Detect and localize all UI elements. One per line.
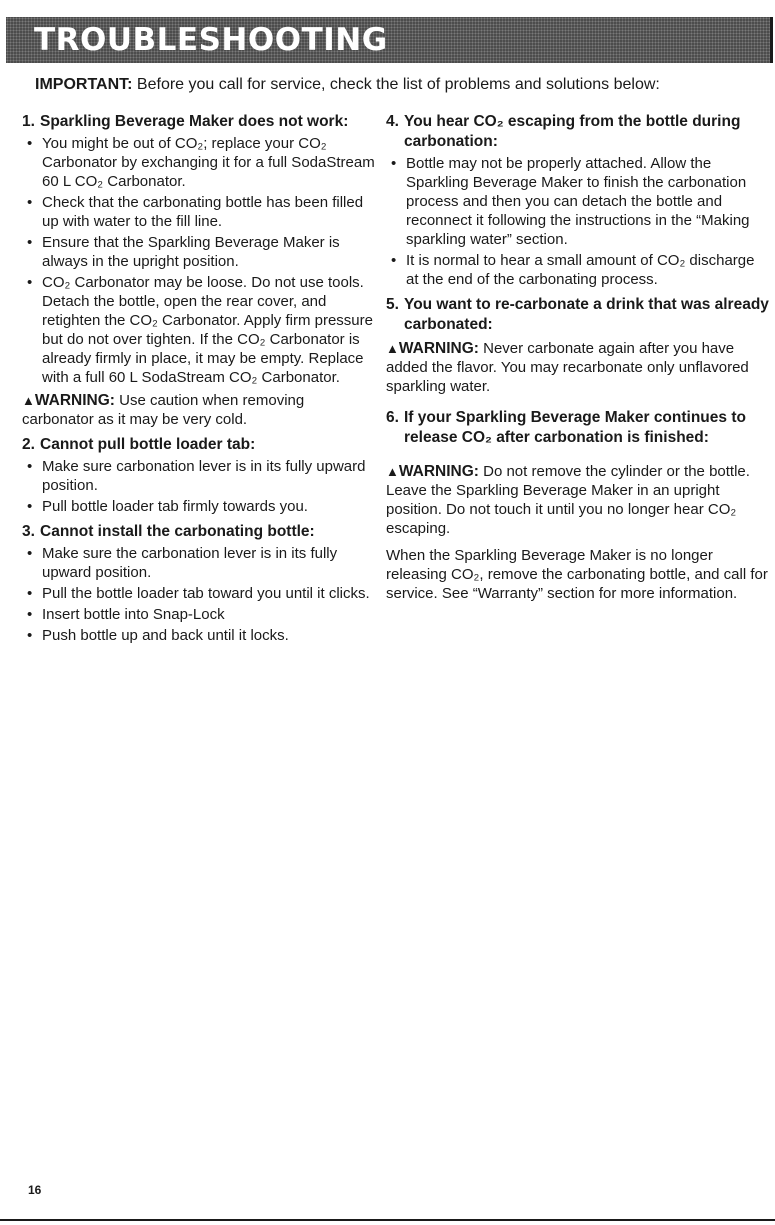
left-column [22, 112, 380, 651]
list-item: • Push bottle up and back until it locks. [27, 627, 289, 644]
warning-text: Use caution when removing carbonator as it may be very cold. [22, 392, 305, 428]
important-label: IMPORTANT: [35, 76, 133, 93]
section-2 [22, 435, 380, 516]
section-title: You want to re-carbonate a drink that was already carbonated: [404, 296, 769, 333]
warning-text: Do not remove the cylinder or the bottle. Leave the Sparkling Beverage Maker in an upright position. Do not touch it until you no longer hear CO₂ escaping. [386, 463, 750, 537]
section-5 [386, 295, 771, 396]
warning-triangle-icon: ▲ [22, 393, 35, 408]
header-banner-edge [770, 17, 773, 63]
section-number: 5. [386, 296, 399, 313]
section-heading [22, 435, 380, 455]
section-title: Cannot pull bottle loader tab: [40, 436, 256, 453]
bullet-icon: • [27, 274, 33, 291]
bullet-icon: • [27, 135, 33, 152]
bullet-icon: • [27, 194, 33, 211]
page-number: 16 [28, 1183, 42, 1197]
right-column [386, 112, 771, 609]
bullet-icon: • [27, 498, 33, 515]
section-1 [22, 112, 380, 429]
warning-triangle-icon: ▲ [386, 341, 399, 356]
list-item: • You might be out of CO₂; replace your CO₂ Carbonator by exchanging it for a full SodaStream 60 L CO₂ Carbonator. [27, 135, 375, 190]
section-heading [386, 408, 771, 448]
section-number: 1. [22, 113, 35, 130]
warning-label: WARNING: [34, 392, 115, 409]
list-item: • CO₂ Carbonator may be loose. Do not use tools. Detach the bottle, open the rear cover, and retighten the CO₂ Carbonator. Apply firm pressure but do not over tighten. If the CO₂ Carbonator is already firmly in place, it may be empty. Replace with a full 60 L SodaStream CO₂ Carbonator. [27, 274, 373, 386]
list-item: • Insert bottle into Snap-Lock [27, 606, 225, 623]
bullet-icon: • [27, 545, 33, 562]
bullet-icon: • [27, 234, 33, 251]
intro-text: Before you call for service, check the list of problems and solutions below: [136, 76, 660, 93]
section-number: 6. [386, 409, 399, 426]
list-item: • Pull the bottle loader tab toward you until it clicks. [27, 585, 370, 602]
section-heading [22, 522, 380, 542]
warning-note [22, 391, 380, 429]
list-item: • Check that the carbonating bottle has been filled up with water to the fill line. [27, 194, 364, 230]
section-number: 2. [22, 436, 35, 453]
list-item: • It is normal to hear a small amount of CO₂ discharge at the end of the carbonating process. [391, 252, 755, 288]
solution-list [22, 457, 380, 516]
section-title: You hear CO₂ escaping from the bottle during carbonation: [404, 113, 741, 150]
section-number: 4. [386, 113, 399, 130]
list-item: • Make sure carbonation lever is in its fully upward position. [27, 458, 366, 494]
bullet-icon: • [391, 252, 397, 269]
bullet-icon: • [27, 458, 33, 475]
service-paragraph: When the Sparkling Beverage Maker is no longer releasing CO₂, remove the carbonating bottle, and call for service. See “Warranty” section for more information. [386, 547, 768, 602]
warning-note [386, 462, 771, 538]
section-number: 3. [22, 523, 35, 540]
section-heading [386, 112, 771, 152]
section-6 [386, 408, 771, 603]
warning-label: WARNING: [398, 340, 479, 357]
bullet-icon: • [27, 627, 33, 644]
bullet-icon: • [27, 606, 33, 623]
section-heading [386, 295, 771, 335]
section-title: Cannot install the carbonating bottle: [40, 523, 315, 540]
list-item: • Pull bottle loader tab firmly towards you. [27, 498, 308, 515]
bullet-icon: • [27, 585, 33, 602]
list-item: • Make sure the carbonation lever is in its fully upward position. [27, 545, 338, 581]
intro-line [35, 75, 775, 95]
bullet-icon: • [391, 155, 397, 172]
warning-label: WARNING: [398, 463, 479, 480]
section-title: If your Sparkling Beverage Maker continues to release CO₂ after carbonation is finished: [404, 409, 746, 446]
solution-list [22, 544, 380, 645]
list-item: • Ensure that the Sparkling Beverage Maker is always in the upright position. [27, 234, 340, 270]
section-3 [22, 522, 380, 645]
footer-rule [0, 1219, 775, 1221]
section-heading [22, 112, 380, 132]
warning-text: Never carbonate again after you have added the flavor. You may recarbonate only unflavored sparkling water. [386, 340, 749, 395]
warning-triangle-icon: ▲ [386, 464, 399, 479]
solution-list [22, 134, 380, 387]
section-4 [386, 112, 771, 289]
page-title: TROUBLESHOOTING [34, 22, 388, 58]
list-item: • Bottle may not be properly attached. Allow the Sparkling Beverage Maker to finish the carbonation process and then you can detach the bottle and reconnect it following the instructions in the “Making sparkling water” section. [391, 155, 750, 248]
section-title: Sparkling Beverage Maker does not work: [40, 113, 349, 130]
solution-list [386, 154, 771, 289]
warning-note [386, 339, 771, 396]
